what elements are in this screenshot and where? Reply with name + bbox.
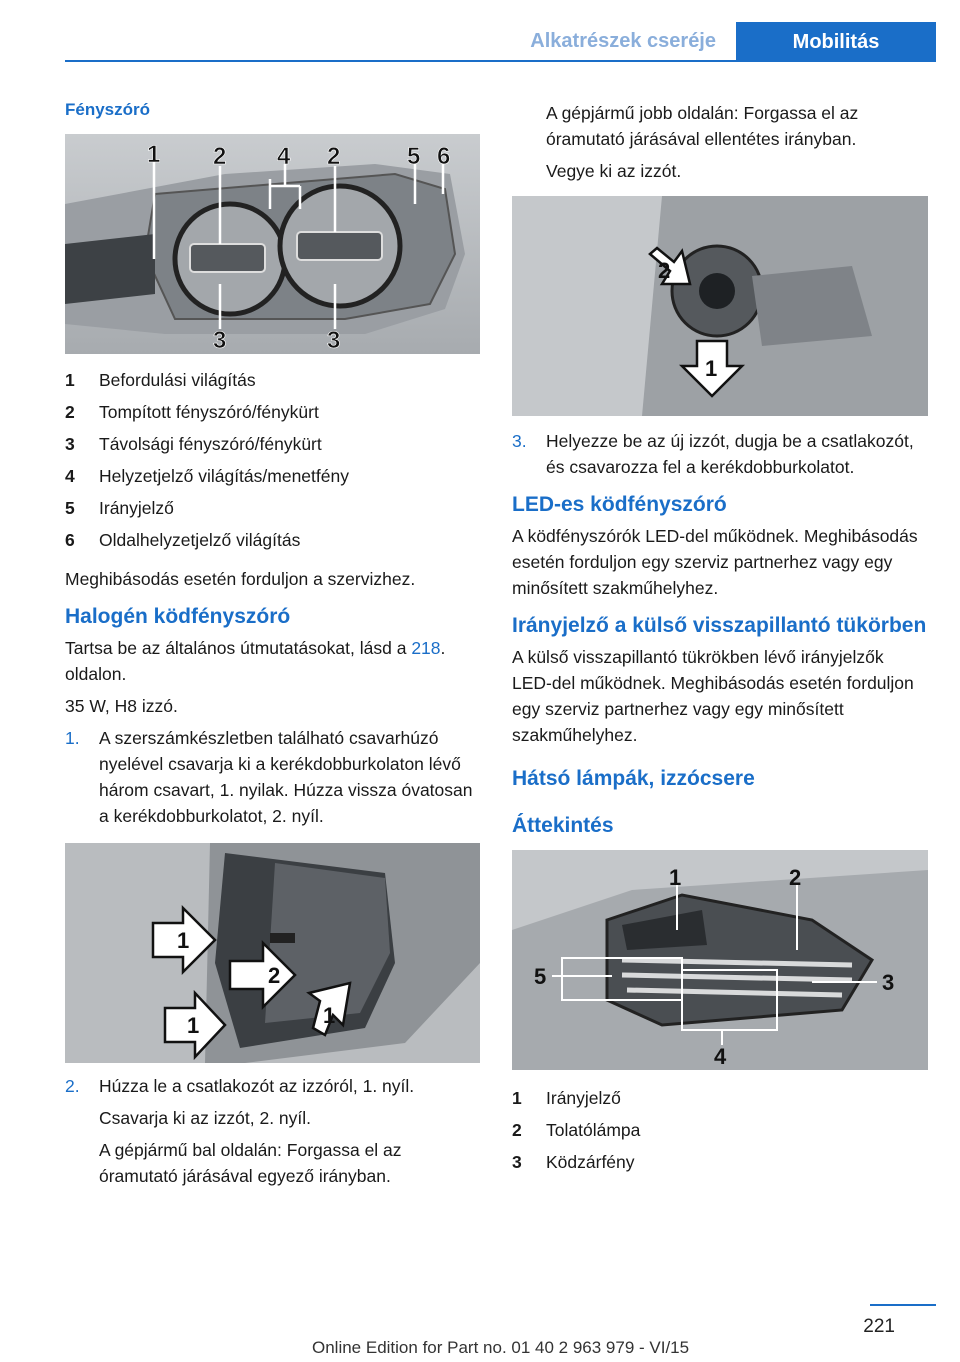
step-item: 3. Helyezze be az új izzót, dugja be a csatlakozót, és csavarozza fel a kerékdobburkolatot. <box>512 431 914 477</box>
legend-item: 6 Oldalhelyzetjelző világítás <box>65 530 301 550</box>
fog-bulb-figure <box>512 196 928 416</box>
fig2-label: 1 <box>177 928 190 953</box>
wheel-arch-illustration <box>65 843 480 1063</box>
fog-bulb-illustration <box>512 196 928 416</box>
legend-item: 2 Tolatólámpa <box>512 1120 641 1140</box>
fig4-label: 3 <box>882 970 895 995</box>
fig3-label: 1 <box>705 356 718 381</box>
wheel-arch-figure <box>65 843 480 1063</box>
step-item: 2. Húzza le a csatlakozót az izzóról, 1. nyíl. <box>65 1076 415 1096</box>
led-fog-heading: LED-es ködfényszóró <box>512 493 727 516</box>
legend-item: 1 Irányjelző <box>512 1088 621 1108</box>
fig1-label: 1 <box>147 141 161 168</box>
left-column <box>65 100 485 1195</box>
legend-item: 2 Tompított fényszóró/fénykürt <box>65 402 319 422</box>
mirror-indicator-text: A külső visszapillantó tükrökben lévő irányjelzők LED-del működnek. Meghibásodás esetén forduljon egy szerviz partnerhez vagy egy minősített szakműhelyhez. <box>512 647 914 745</box>
headlight-figure <box>65 134 480 354</box>
step-sub-text: A gépjármű bal oldalán: Forgassa el az óramutató járásával egyező irányban. <box>99 1140 402 1186</box>
legend-item: 3 Távolsági fényszóró/fénykürt <box>65 434 322 454</box>
bulb-spec: 35 W, H8 izzó. <box>65 696 178 716</box>
right-column <box>512 100 928 1188</box>
steps-1 <box>65 725 485 829</box>
fig4-label: 5 <box>534 964 547 989</box>
headlight-legend <box>65 364 485 556</box>
fig1-label: 3 <box>327 327 341 354</box>
fog-instructions: Tartsa be az általános útmutatásokat, lásd a 218. oldalon. <box>65 638 446 684</box>
steps-2 <box>65 1073 485 1099</box>
footer-text: Online Edition for Part no. 01 40 2 963 979 - VI/15 <box>312 1338 690 1357</box>
step-item: 1. A szerszámkészletben található csavarhúzó nyelével csavarja ki a kerékdobburkolaton lévő három csavart, 1. nyilak. Húzza vissza óvatosan a kerékdobburkolatot, 2. nyíl. <box>65 728 473 826</box>
fig1-label: 6 <box>437 143 451 170</box>
legend-item: 3 Ködzárfény <box>512 1152 635 1172</box>
fig1-label: 2 <box>213 143 227 170</box>
fault-text: Meghibásodás esetén forduljon a szervizhez. <box>65 569 416 589</box>
legend-item: 5 Irányjelző <box>65 498 174 518</box>
fog-heading: Halogén ködfényszóró <box>65 605 291 628</box>
page-link[interactable]: 218 <box>411 638 441 658</box>
section-title: Alkatrészek cseréje <box>530 30 716 52</box>
headlight-caption: Fényszóró <box>65 100 151 119</box>
chapter-tab: Mobilitás <box>736 22 936 60</box>
overview-heading: Áttekintés <box>512 814 614 837</box>
fig4-label: 2 <box>789 865 802 890</box>
steps-3 <box>512 428 928 480</box>
legend-item: 4 Helyzetjelző világítás/menetfény <box>65 466 349 486</box>
rear-lights-heading: Hátsó lámpák, izzócsere <box>512 767 755 790</box>
led-fog-text: A ködfényszórók LED-del működnek. Meghibásodás esetén forduljon egy szerviz partnerhez vagy egy minősített szakműhelyhez. <box>512 526 918 598</box>
fig1-label: 3 <box>213 327 227 354</box>
fig2-label: 1 <box>323 1003 336 1028</box>
fig2-label: 2 <box>268 963 281 988</box>
fig2-label: 1 <box>187 1013 200 1038</box>
fig3-label: 2 <box>658 258 671 283</box>
step-sub-text: A gépjármű jobb oldalán: Forgassa el az óramutató járásával ellentétes irányban. <box>546 103 859 149</box>
rear-light-illustration <box>512 850 928 1070</box>
page-number: 221 <box>863 1316 895 1337</box>
legend-item: 1 Befordulási világítás <box>65 370 256 390</box>
fig1-label: 2 <box>327 143 341 170</box>
fig1-label: 4 <box>277 143 291 170</box>
step-sub-text: Vegye ki az izzót. <box>546 161 682 181</box>
step-sub-text: Csavarja ki az izzót, 2. nyíl. <box>99 1108 312 1128</box>
footer-rule <box>870 1304 936 1306</box>
fig1-label: 5 <box>407 143 421 170</box>
headlight-illustration <box>65 134 480 354</box>
fig4-label: 4 <box>714 1044 727 1069</box>
rear-light-figure <box>512 850 928 1070</box>
mirror-indicator-heading: Irányjelző a külső visszapillantó tükörben <box>512 614 927 637</box>
rear-light-legend <box>512 1082 928 1178</box>
page-header <box>65 22 936 62</box>
fig4-label: 1 <box>669 865 682 890</box>
